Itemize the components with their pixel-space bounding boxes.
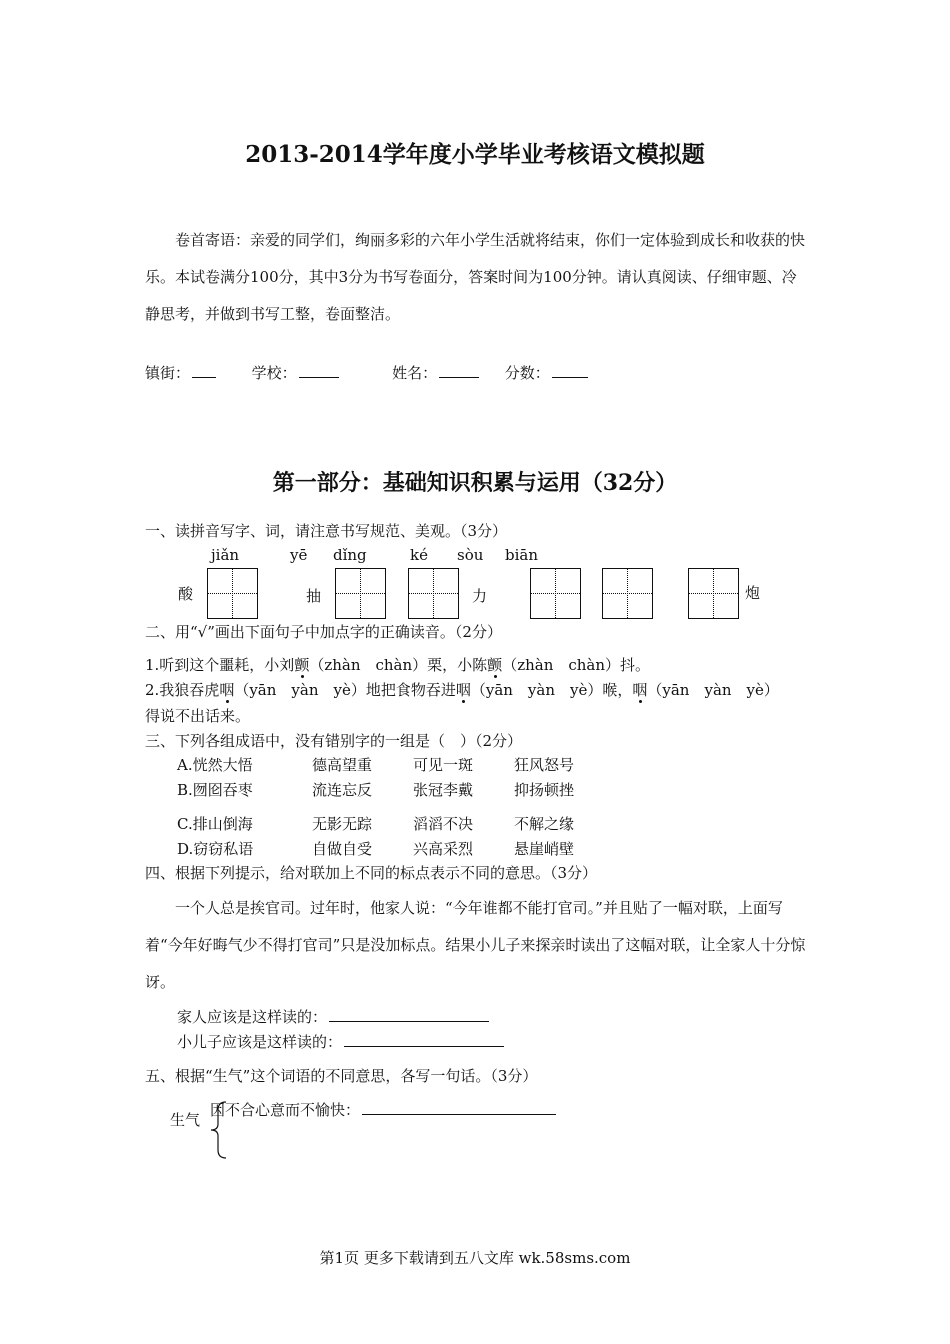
q1-title: 一、读拼音写字、词，请注意书写规范、美观。（3分）	[145, 522, 508, 540]
meaning-1-label: 因不合心意而不愉快：	[210, 1101, 361, 1119]
q4-family-row	[177, 1006, 489, 1027]
writing-box[interactable]	[602, 568, 653, 619]
name-field[interactable]	[439, 363, 479, 378]
writing-box[interactable]	[207, 568, 258, 619]
part1-title: 第一部分：基础知识积累与运用（32分）	[272, 470, 678, 496]
q4-story: 一个人总是挨官司。过年时，他家人说：“今年谁都不能打官司。”并且贴了一幅对联，上面写着“今年好晦气少不得打官司”只是没加标点。结果小儿子来探亲时读出了这幅对联，让全家人十分惊讶。	[145, 899, 806, 991]
writing-box[interactable]	[335, 568, 386, 619]
dotted-char: 咽	[455, 681, 471, 699]
town-label: 镇街：	[145, 364, 191, 382]
q4-son-row	[177, 1031, 504, 1052]
school-label: 学校：	[251, 364, 297, 382]
school-field[interactable]	[299, 363, 339, 378]
char-suan: 酸	[178, 585, 194, 603]
score-label: 分数：	[504, 364, 550, 382]
q4-title: 四、根据下列提示，给对联加上不同的标点表示不同的意思。（3分）	[145, 864, 598, 882]
pinyin-ding: dǐng	[333, 546, 367, 564]
char-chou: 抽	[306, 587, 322, 605]
pinyin-bian: biān	[505, 546, 539, 564]
dotted-char: 颤	[294, 656, 310, 674]
dotted-char: 咽	[632, 681, 648, 699]
q2-sentence-2-cont: 得说不出话来。	[145, 707, 251, 725]
town-field[interactable]	[192, 363, 216, 378]
char-pao: 炮	[745, 584, 761, 602]
son-label: 小儿子应该是这样读的：	[177, 1033, 343, 1051]
q2-sentence-1: 1.听到这个噩耗，小刘颤（zhàn chàn）栗，小陈颤（zhàn chàn）抖。	[145, 656, 651, 674]
name-label: 姓名：	[392, 364, 438, 382]
char-li: 力	[472, 587, 488, 605]
student-info-row	[145, 362, 588, 383]
q2-title: 二、用“√”画出下面句子中加点字的正确读音。（2分）	[145, 623, 502, 641]
pinyin-ke: ké	[410, 546, 428, 564]
dotted-char: 咽	[219, 681, 235, 699]
pinyin-jian: jiǎn	[211, 546, 240, 564]
q5-word: 生气	[170, 1111, 201, 1129]
writing-box[interactable]	[530, 568, 581, 619]
writing-box[interactable]	[408, 568, 459, 619]
meaning-1-answer-line[interactable]	[362, 1100, 556, 1115]
family-answer-line[interactable]	[329, 1007, 489, 1022]
pinyin-sou: sòu	[457, 546, 484, 564]
page-title: 2013-2014学年度小学毕业考核语文模拟题	[245, 141, 705, 168]
q2-sentence-2: 2.我狼吞虎咽（yān yàn yè）地把食物吞进咽（yān yàn yè）喉，咽（yān yàn yè）	[145, 681, 779, 699]
intro-paragraph: 卷首寄语：亲爱的同学们，绚丽多彩的六年小学生活就将结束，你们一定体验到成长和收获的快乐。本试卷满分100分，其中3分为书写卷面分，答案时间为100分钟。请认真阅读、仔细审题、冷静思考，并做到书写工整，卷面整洁。	[145, 231, 806, 323]
q5-meaning-1-row	[210, 1099, 556, 1120]
q5-title: 五、根据“生气”这个词语的不同意思，各写一句话。（3分）	[145, 1067, 538, 1085]
score-field[interactable]	[552, 363, 588, 378]
page-footer: 第1页 更多下载请到五八文库 wk.58sms.com	[319, 1249, 631, 1267]
writing-box[interactable]	[688, 568, 739, 619]
pinyin-ye: yē	[290, 546, 308, 564]
q3-title: 三、下列各组成语中，没有错别字的一组是（ ）（2分）	[145, 732, 523, 750]
dotted-char: 颤	[487, 656, 503, 674]
family-label: 家人应该是这样读的：	[177, 1008, 328, 1026]
son-answer-line[interactable]	[344, 1032, 504, 1047]
